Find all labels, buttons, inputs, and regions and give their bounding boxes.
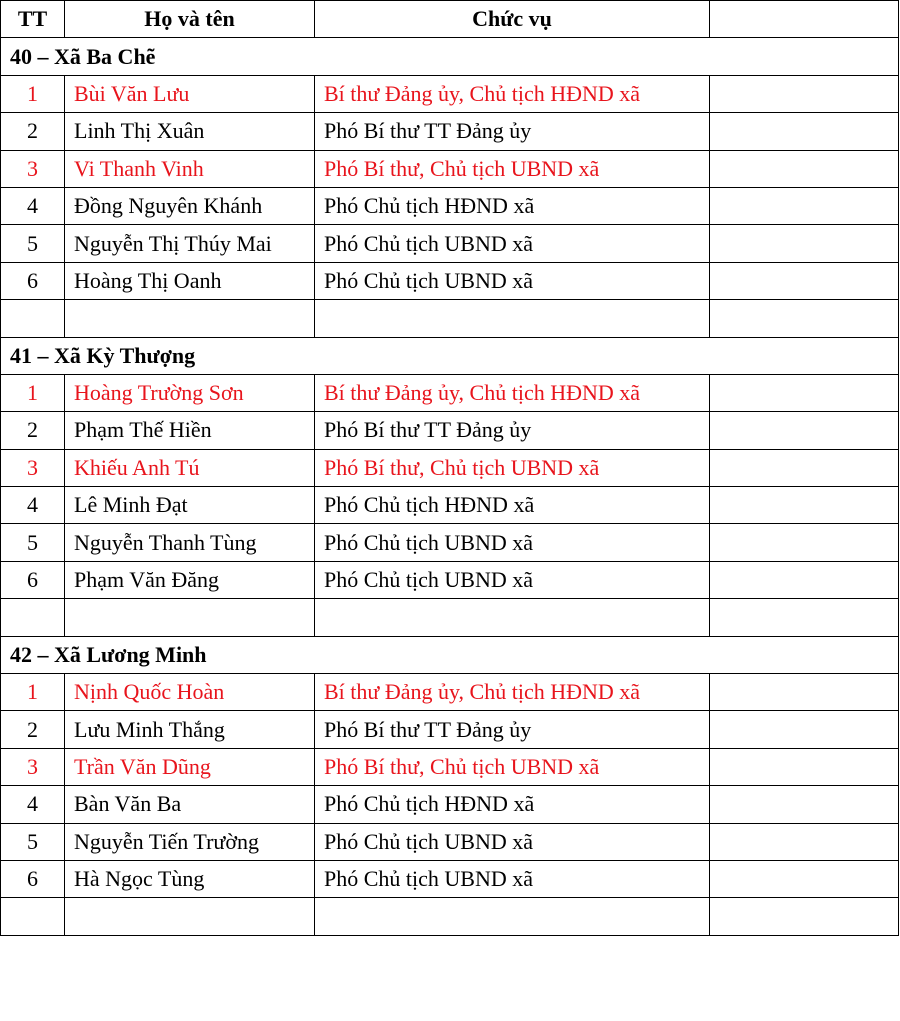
group-header-row bbox=[1, 38, 899, 75]
row-position: Phó Bí thư TT Đảng ủy bbox=[315, 412, 710, 449]
row-name: Nguyễn Thị Thúy Mai bbox=[65, 225, 315, 262]
row-name: Nguyễn Thanh Tùng bbox=[65, 524, 315, 561]
row-position: Phó Chủ tịch UBND xã bbox=[315, 524, 710, 561]
empty-cell bbox=[1, 300, 65, 337]
table-body bbox=[1, 38, 899, 935]
group-header-row bbox=[1, 337, 899, 374]
row-position: Phó Bí thư, Chủ tịch UBND xã bbox=[315, 748, 710, 785]
row-note bbox=[710, 374, 899, 411]
row-position: Phó Bí thư, Chủ tịch UBND xã bbox=[315, 150, 710, 187]
header-note bbox=[710, 1, 899, 38]
row-position: Phó Chủ tịch HĐND xã bbox=[315, 187, 710, 224]
row-tt: 3 bbox=[1, 748, 65, 785]
header-name: Họ và tên bbox=[65, 1, 315, 38]
empty-row bbox=[1, 898, 899, 935]
row-position: Phó Chủ tịch UBND xã bbox=[315, 823, 710, 860]
row-name: Vi Thanh Vinh bbox=[65, 150, 315, 187]
empty-cell bbox=[65, 599, 315, 636]
table-row bbox=[1, 75, 899, 112]
row-name: Bàn Văn Ba bbox=[65, 786, 315, 823]
row-tt: 2 bbox=[1, 711, 65, 748]
table-row bbox=[1, 150, 899, 187]
table-row bbox=[1, 113, 899, 150]
row-note bbox=[710, 487, 899, 524]
empty-cell bbox=[710, 898, 899, 935]
row-note bbox=[710, 823, 899, 860]
row-name: Đồng Nguyên Khánh bbox=[65, 187, 315, 224]
row-tt: 2 bbox=[1, 113, 65, 150]
row-name: Phạm Văn Đăng bbox=[65, 561, 315, 598]
empty-cell bbox=[1, 898, 65, 935]
row-position: Phó Chủ tịch HĐND xã bbox=[315, 786, 710, 823]
row-name: Trần Văn Dũng bbox=[65, 748, 315, 785]
row-tt: 6 bbox=[1, 561, 65, 598]
row-tt: 4 bbox=[1, 786, 65, 823]
row-note bbox=[710, 225, 899, 262]
row-tt: 3 bbox=[1, 449, 65, 486]
row-name: Nịnh Quốc Hoàn bbox=[65, 674, 315, 711]
row-name: Bùi Văn Lưu bbox=[65, 75, 315, 112]
row-note bbox=[710, 187, 899, 224]
group-header-row bbox=[1, 636, 899, 673]
row-position: Phó Bí thư TT Đảng ủy bbox=[315, 113, 710, 150]
row-note bbox=[710, 412, 899, 449]
table-row bbox=[1, 524, 899, 561]
row-name: Linh Thị Xuân bbox=[65, 113, 315, 150]
table-row bbox=[1, 674, 899, 711]
row-note bbox=[710, 75, 899, 112]
row-tt: 3 bbox=[1, 150, 65, 187]
empty-cell bbox=[315, 599, 710, 636]
table-row bbox=[1, 374, 899, 411]
row-tt: 6 bbox=[1, 262, 65, 299]
empty-row bbox=[1, 599, 899, 636]
empty-cell bbox=[1, 599, 65, 636]
row-tt: 5 bbox=[1, 524, 65, 561]
row-name: Hoàng Trường Sơn bbox=[65, 374, 315, 411]
row-name: Hà Ngọc Tùng bbox=[65, 860, 315, 897]
row-tt: 5 bbox=[1, 225, 65, 262]
row-note bbox=[710, 449, 899, 486]
row-position: Bí thư Đảng ủy, Chủ tịch HĐND xã bbox=[315, 75, 710, 112]
empty-cell bbox=[710, 599, 899, 636]
empty-cell bbox=[65, 300, 315, 337]
row-note bbox=[710, 113, 899, 150]
group-title: 41 – Xã Kỳ Thượng bbox=[1, 337, 899, 374]
row-tt: 1 bbox=[1, 75, 65, 112]
row-position: Phó Chủ tịch UBND xã bbox=[315, 225, 710, 262]
row-position: Bí thư Đảng ủy, Chủ tịch HĐND xã bbox=[315, 374, 710, 411]
row-tt: 1 bbox=[1, 374, 65, 411]
row-note bbox=[710, 711, 899, 748]
header-position: Chức vụ bbox=[315, 1, 710, 38]
table-header-row bbox=[1, 1, 899, 38]
row-note bbox=[710, 524, 899, 561]
row-note bbox=[710, 748, 899, 785]
row-position: Phó Bí thư TT Đảng ủy bbox=[315, 711, 710, 748]
table-row bbox=[1, 487, 899, 524]
row-tt: 2 bbox=[1, 412, 65, 449]
table-row bbox=[1, 711, 899, 748]
empty-cell bbox=[65, 898, 315, 935]
row-name: Lê Minh Đạt bbox=[65, 487, 315, 524]
table-row bbox=[1, 262, 899, 299]
table-row bbox=[1, 449, 899, 486]
empty-cell bbox=[315, 300, 710, 337]
group-title: 42 – Xã Lương Minh bbox=[1, 636, 899, 673]
table-row bbox=[1, 412, 899, 449]
group-title: 40 – Xã Ba Chẽ bbox=[1, 38, 899, 75]
row-name: Phạm Thế Hiền bbox=[65, 412, 315, 449]
row-position: Phó Chủ tịch UBND xã bbox=[315, 561, 710, 598]
row-note bbox=[710, 674, 899, 711]
row-position: Phó Chủ tịch UBND xã bbox=[315, 262, 710, 299]
empty-row bbox=[1, 300, 899, 337]
table-row bbox=[1, 187, 899, 224]
row-note bbox=[710, 786, 899, 823]
row-position: Phó Chủ tịch HĐND xã bbox=[315, 487, 710, 524]
table-row bbox=[1, 225, 899, 262]
row-note bbox=[710, 262, 899, 299]
row-tt: 6 bbox=[1, 860, 65, 897]
empty-cell bbox=[710, 300, 899, 337]
row-name: Lưu Minh Thắng bbox=[65, 711, 315, 748]
table-row bbox=[1, 786, 899, 823]
table-row bbox=[1, 748, 899, 785]
row-name: Hoàng Thị Oanh bbox=[65, 262, 315, 299]
table-row bbox=[1, 823, 899, 860]
row-position: Phó Bí thư, Chủ tịch UBND xã bbox=[315, 449, 710, 486]
table-row bbox=[1, 561, 899, 598]
table-row bbox=[1, 860, 899, 897]
header-tt: TT bbox=[1, 1, 65, 38]
row-note bbox=[710, 150, 899, 187]
row-note bbox=[710, 561, 899, 598]
row-name: Khiếu Anh Tú bbox=[65, 449, 315, 486]
row-position: Phó Chủ tịch UBND xã bbox=[315, 860, 710, 897]
row-tt: 1 bbox=[1, 674, 65, 711]
row-tt: 4 bbox=[1, 187, 65, 224]
row-note bbox=[710, 860, 899, 897]
row-name: Nguyễn Tiến Trường bbox=[65, 823, 315, 860]
empty-cell bbox=[315, 898, 710, 935]
row-tt: 5 bbox=[1, 823, 65, 860]
row-position: Bí thư Đảng ủy, Chủ tịch HĐND xã bbox=[315, 674, 710, 711]
row-tt: 4 bbox=[1, 487, 65, 524]
